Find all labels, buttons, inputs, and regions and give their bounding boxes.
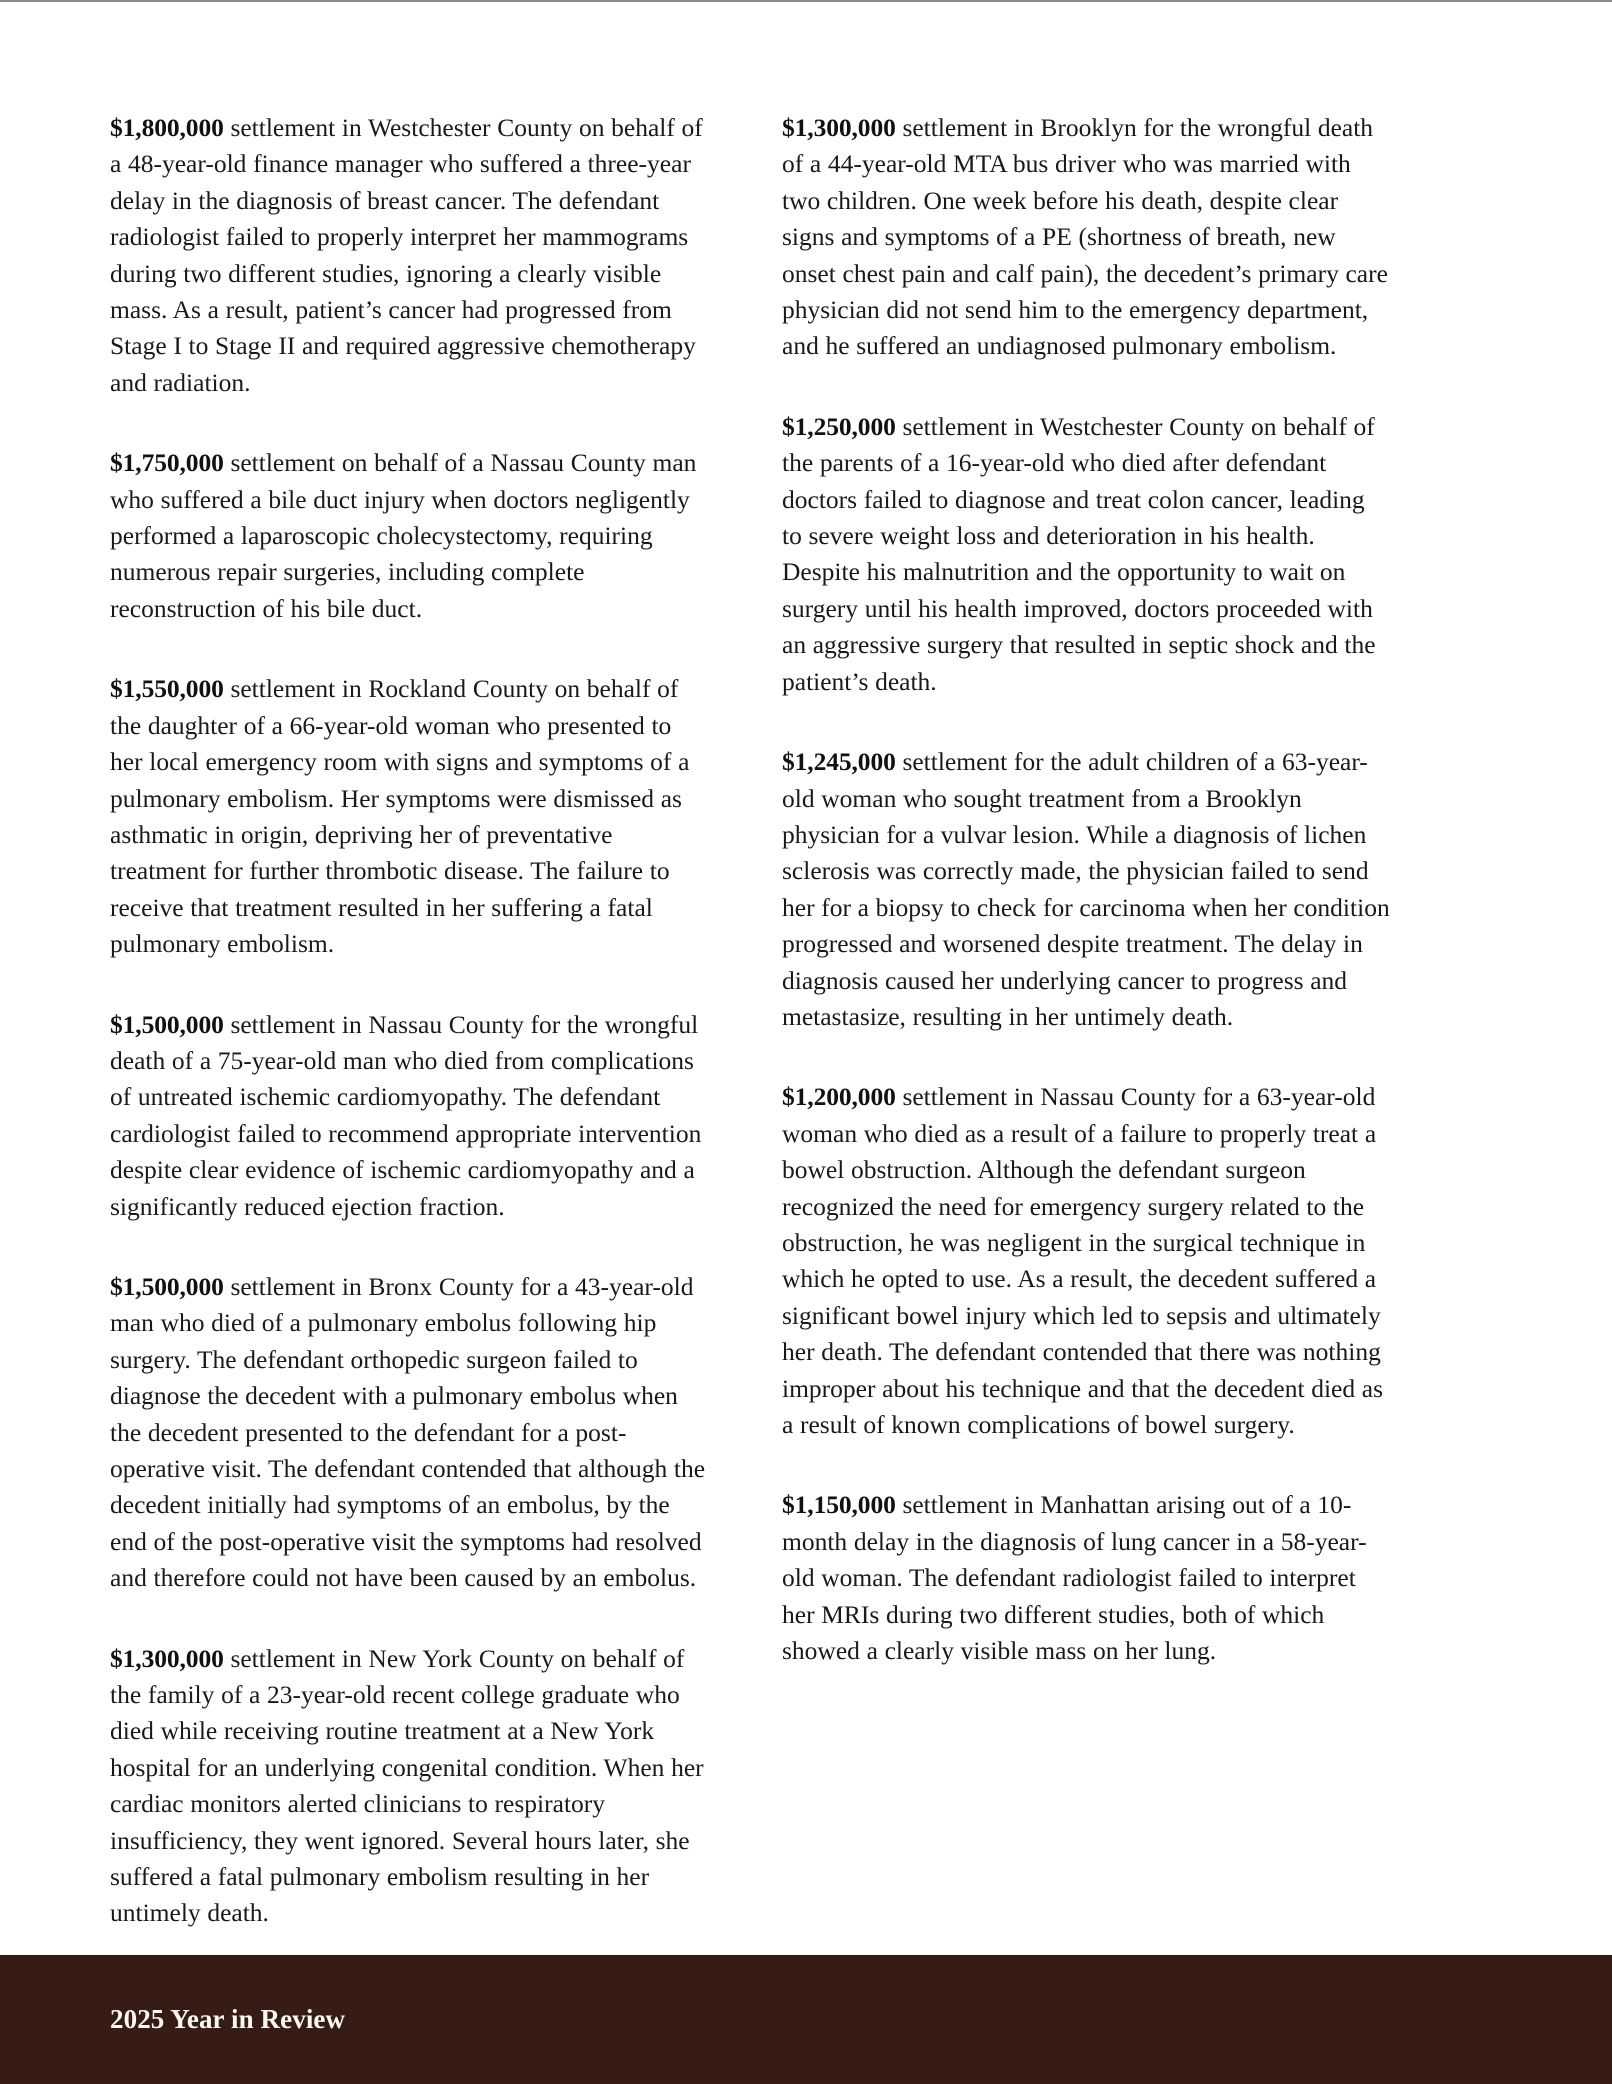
settlement-amount: $1,800,000 [110,113,224,142]
settlement-amount: $1,250,000 [782,411,896,441]
settlement-amount: $1,750,000 [110,448,224,478]
settlement-entry [782,744,1390,1035]
settlement-entry [110,445,710,627]
settlement-description: settlement in Rockland County on behalf of the daughter of a 66-year-old woman who presented to her local emergency room with signs and symptoms of a pulmonary embolism. Her symptoms were dismissed as asthmatic in origin, depriving her of preventative treatment for further thrombotic disease. The failure to receive that treatment resulted in her suffering a fatal pulmonary embolism. [110,674,690,959]
settlement-entry [110,1269,710,1597]
left-column [110,110,710,1932]
settlement-amount: $1,500,000 [110,1271,224,1301]
settlement-entry [782,409,1390,700]
settlement-entry [110,671,710,962]
settlement-description: settlement in Brooklyn for the wrongful death of a 44-year-old MTA bus driver who was married with two children. One week before his death, despite clear signs and symptoms of a PE (shortness of breath, new onset chest pain and calf pain), the decedent’s primary care physician did not send him to the emergency department, and he suffered an undiagnosed pulmonary embolism. [782,113,1388,361]
settlement-entry [782,110,1390,365]
settlement-description: settlement in Bronx County for a 43-year-old man who died of a pulmonary embolus following hip surgery. The defendant orthopedic surgeon failed to diagnose the decedent with a pulmonary embolus when the decedent presented to the defendant for a post-operative visit. The defendant contended that although the decedent initially had symptoms of an embolus, by the end of the post-operative visit the symptoms had resolved and therefore could not have been caused by an embolus. [110,1271,706,1593]
settlement-amount: $1,150,000 [782,1490,896,1520]
settlement-amount: $1,300,000 [110,1643,224,1673]
settlement-description: settlement in Westchester County on behalf of a 48-year-old finance manager who suffered a three-year delay in the diagnosis of breast cancer. The defendant radiologist failed to properly interpret her mammograms during two different studies, ignoring a clearly visible mass. As a result, patient’s cancer had progressed from Stage I to Stage II and required aggressive chemotherapy and radiation. [110,113,703,397]
settlement-description: settlement on behalf of a Nassau County man who suffered a bile duct injury when doctors negligently performed a laparoscopic cholecystectomy, requiring numerous repair surgeries, including complete reconstruction of his bile duct. [110,448,697,623]
page-footer [0,1955,1612,2084]
settlement-amount: $1,500,000 [110,1009,224,1039]
settlement-description: settlement in Manhattan arising out of a 10-month delay in the diagnosis of lung cancer in a 58-year-old woman. The defendant radiologist failed to interpret her MRIs during two different studies, both of which showed a clearly visible mass on her lung. [782,1490,1367,1666]
footer-title: 2025 Year in Review [110,2004,346,2034]
settlement-description: settlement in New York County on behalf of the family of a 23-year-old recent college graduate who died while receiving routine treatment at a New York hospital for an underlying congenital condition. When her cardiac monitors alerted clinicians to respiratory insufficiency, they went ignored. Several hours later, she suffered a fatal pulmonary embolism resulting in her untimely death. [110,1643,704,1928]
settlement-amount: $1,200,000 [782,1082,896,1112]
settlement-description: settlement in Nassau County for a 63-year-old woman who died as a result of a failure to properly treat a bowel obstruction. Although the defendant surgeon recognized the need for emergency surgery related to the obstruction, he was negligent in the surgical technique in which he opted to use. As a result, the decedent suffered a significant bowel injury which led to sepsis and ultimately her death. The defendant contended that there was nothing improper about his technique and that the decedent died as a result of known complications of bowel surgery. [782,1082,1384,1439]
settlement-entry [110,1641,710,1932]
settlement-amount: $1,550,000 [110,674,224,704]
settlement-amount: $1,300,000 [782,113,896,142]
settlement-description: settlement in Westchester County on behalf of the parents of a 16-year-old who died after defendant doctors failed to diagnose and treat colon cancer, leading to severe weight loss and deterioration in his health. Despite his malnutrition and the opportunity to wait on surgery until his health improved, doctors proceeded with an aggressive surgery that resulted in septic shock and the patient’s death. [782,411,1376,696]
settlement-amount: $1,245,000 [782,747,896,777]
settlements-content [0,2,1612,1955]
settlement-entry [110,1007,710,1225]
settlement-entry [782,1487,1390,1669]
settlement-entry [782,1079,1390,1443]
settlement-description: settlement for the adult children of a 63-year-old woman who sought treatment from a Brooklyn physician for a vulvar lesion. While a diagnosis of lichen sclerosis was correctly made, the physician failed to send her for a biopsy to check for carcinoma when her condition progressed and worsened despite treatment. The delay in diagnosis caused her underlying cancer to progress and metastasize, resulting in her untimely death. [782,747,1390,1031]
settlement-description: settlement in Nassau County for the wrongful death of a 75-year-old man who died from complications of untreated ischemic cardiomyopathy. The defendant cardiologist failed to recommend appropriate intervention despite clear evidence of ischemic cardiomyopathy and a significantly reduced ejection fraction. [110,1009,702,1221]
settlement-entry [110,110,710,401]
right-column [782,110,1390,1713]
